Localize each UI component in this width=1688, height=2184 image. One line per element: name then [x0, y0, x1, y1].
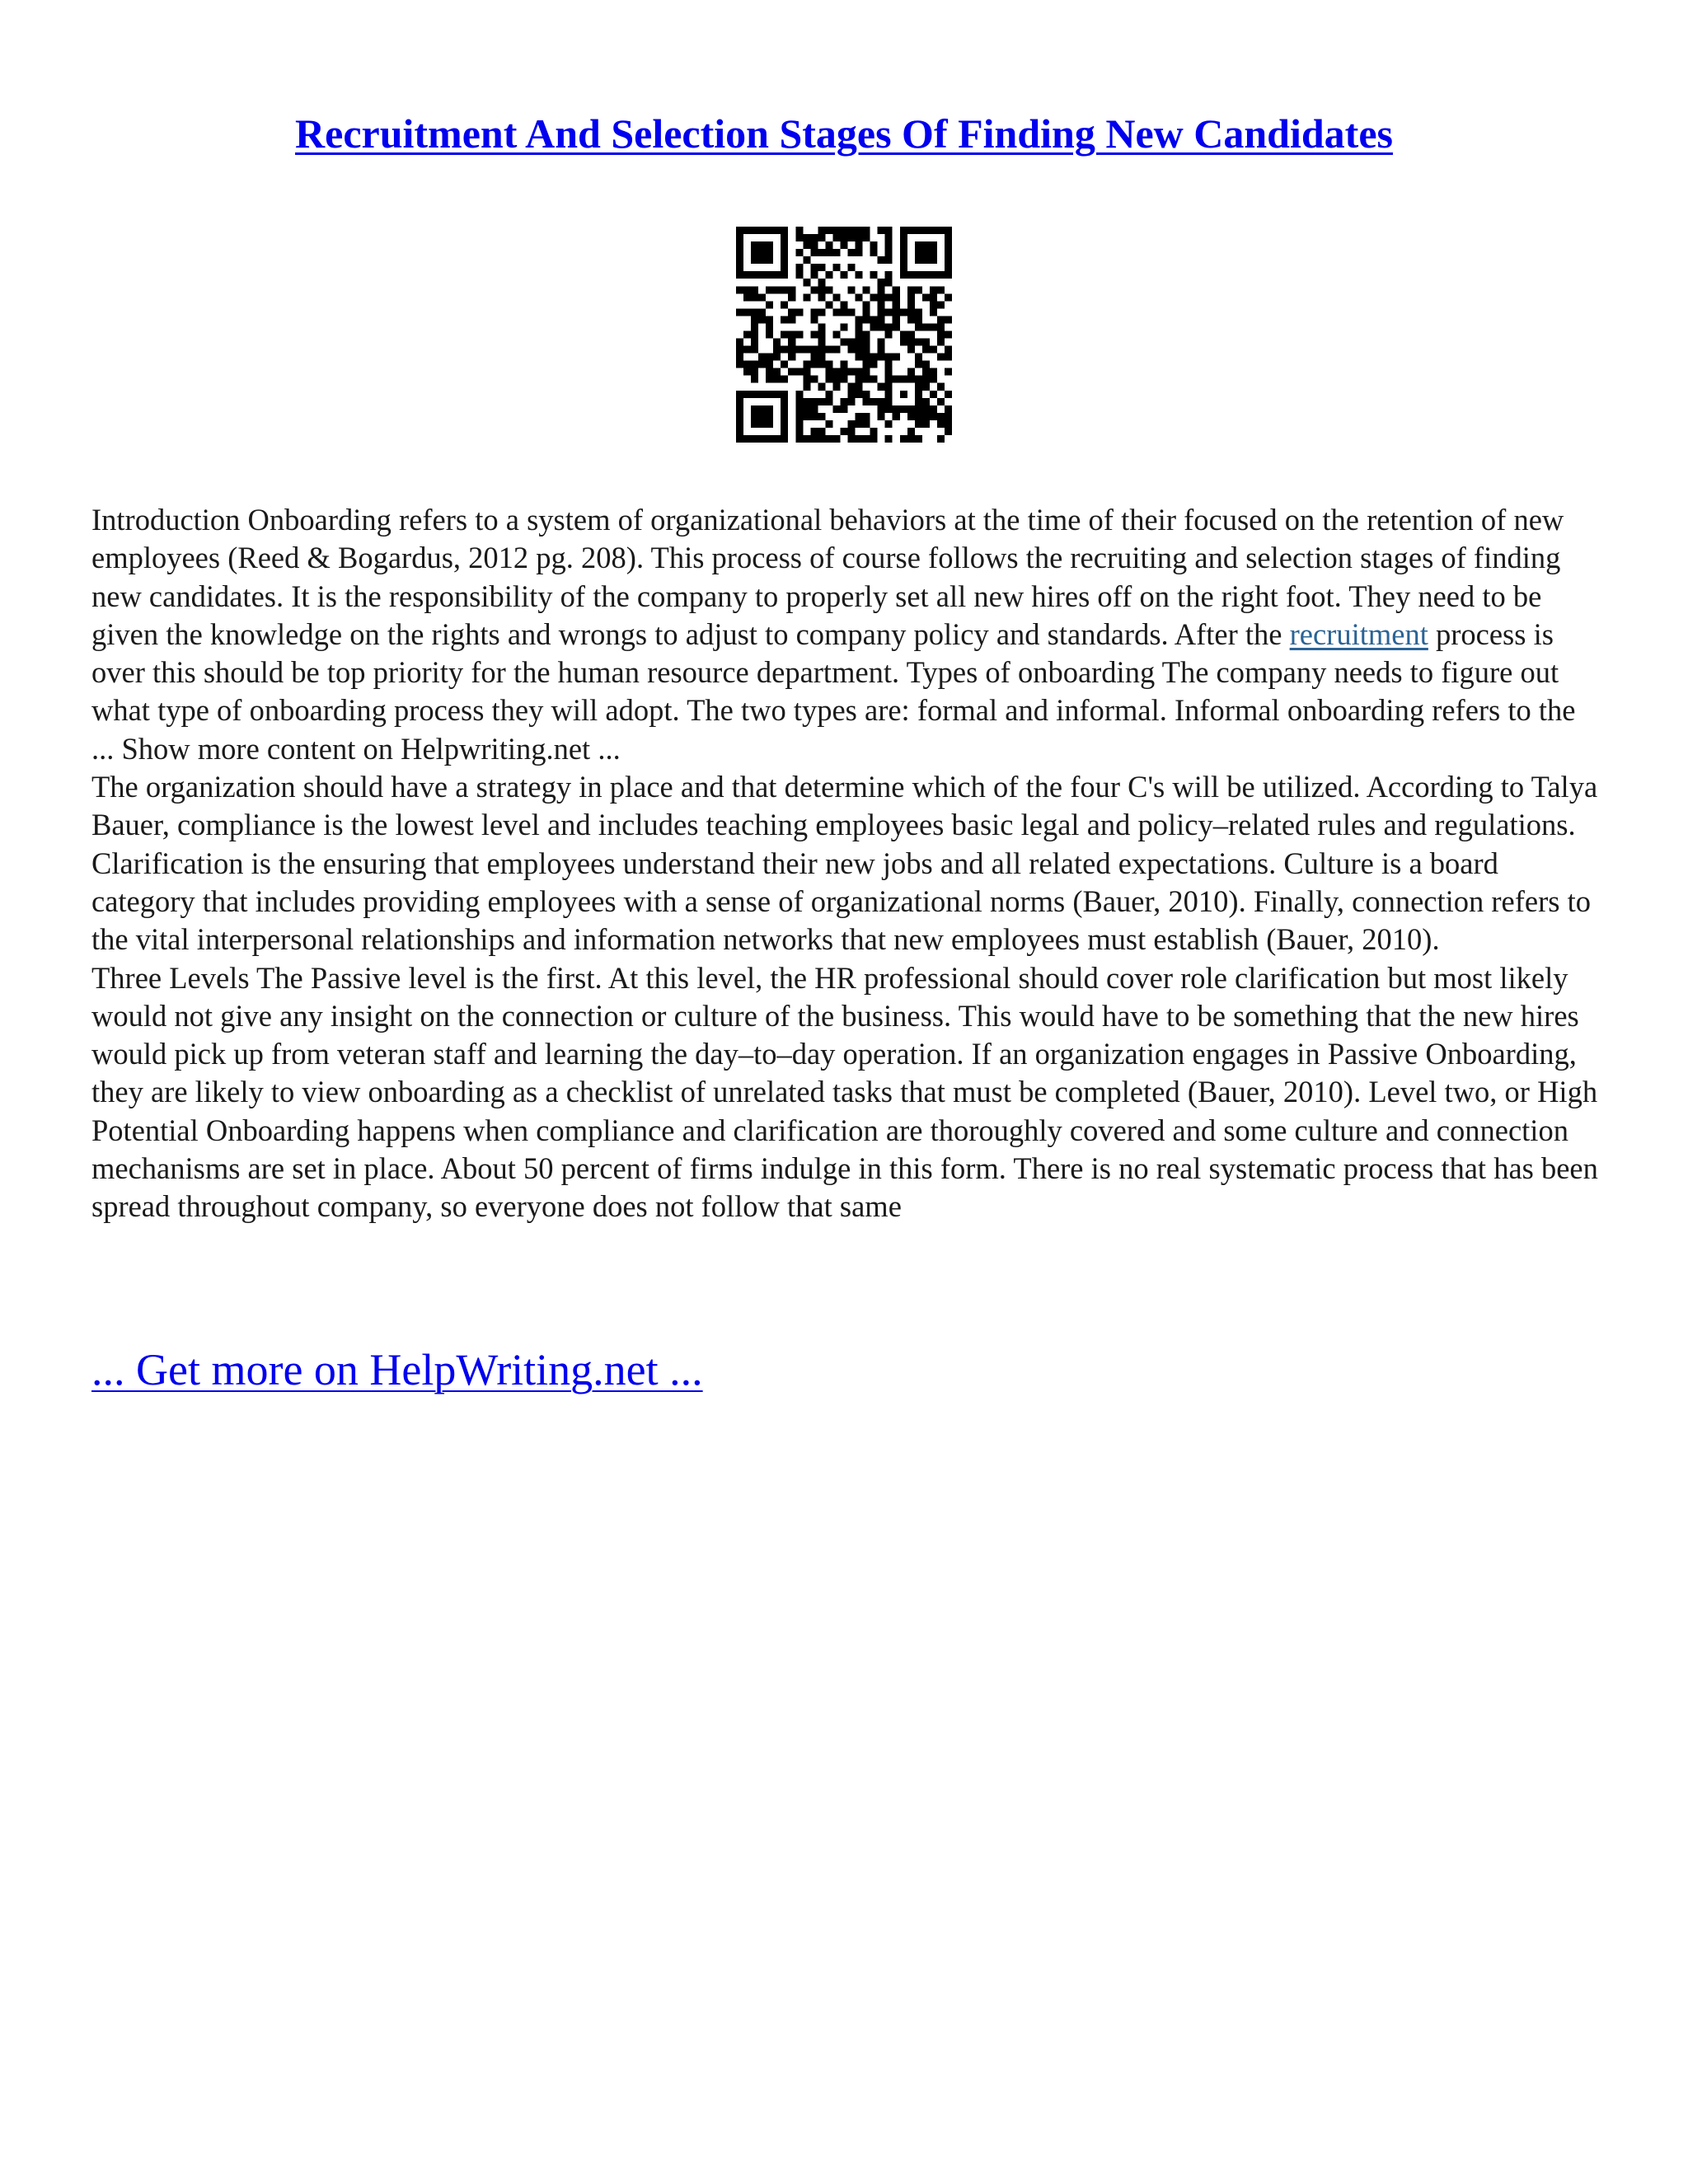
title-link[interactable]: Recruitment And Selection Stages Of Finding New Candidates	[295, 110, 1393, 157]
paragraph-three-levels: Three Levels The Passive level is the first. At this level, the HR professional should cover role clarification but most likely would not give any insight on the connection or culture of the business. This would have to be something that the new hires would pick up from veteran staff and learning the day–to–day operation. If an organization engages in Passive Onboarding, they are likely to view onboarding as a checklist of unrelated tasks that must be completed (Bauer, 2010). Level two, or High Potential Onboarding happens when compliance and clarification are thoroughly covered and some culture and connection mechanisms are set in place. About 50 percent of firms indulge in this form. There is no real systematic process that has been spread throughout company, so everyone does not follow that same	[91, 960, 1598, 1224]
recruitment-link[interactable]: recruitment	[1289, 616, 1428, 651]
page-title	[0, 109, 1688, 158]
paragraph-four-cs: The organization should have a strategy in place and that determine which of the four C's will be utilized. According to Talya Bauer, compliance is the lowest level and includes teaching employees basic legal and policy–related rules and regulations. Clarification is the ensuring that employees understand their new jobs and all related expectations. Culture is a board category that includes providing employees with a sense of organizational norms (Bauer, 2010). Finally, connection refers to the vital interpersonal relationships and information networks that new employees must establish (Bauer, 2010).	[91, 770, 1598, 957]
qr-code-icon	[736, 227, 952, 443]
paragraph-intro-text-end: process is over this should be top priority for the human resource department. Types of onboarding The company needs to figure out what type of onboarding process they will adopt. The two types are: formal and informal. Informal onboarding refers to the ... Show more content on Helpwriting.net ...	[91, 616, 1576, 766]
get-more-link-container	[91, 1343, 703, 1396]
get-more-link[interactable]: ... Get more on HelpWriting.net ...	[91, 1345, 703, 1394]
article-body	[91, 501, 1600, 1226]
paragraph-intro-text-start: Introduction Onboarding refers to a system of organizational behaviors at the time of their focused on the retention of new employees (Reed & Bogardus, 2012 pg. 208). This process of course follows the recruiting and selection stages of finding new candidates. It is the responsibility of the company to properly set all new hires off on the right foot. They need to be given the knowledge on the rights and wrongs to adjust to company policy and standards. After the	[91, 503, 1564, 651]
paragraph-intro	[91, 501, 1600, 768]
